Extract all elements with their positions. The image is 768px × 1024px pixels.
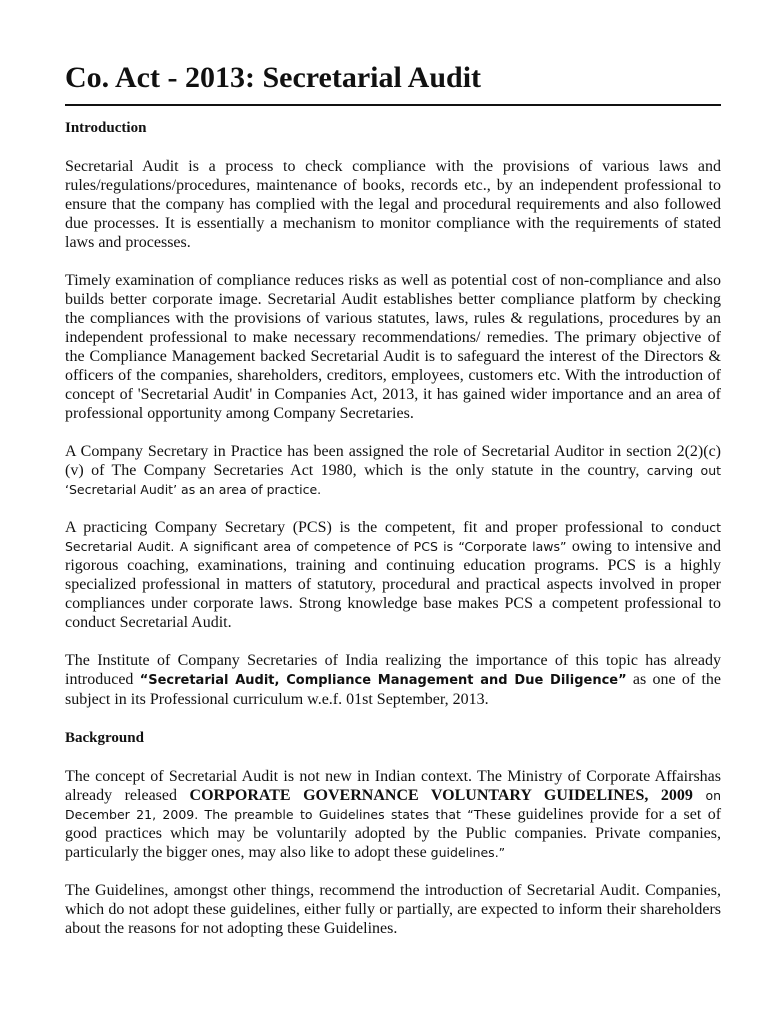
paragraph-6-sans: on December 21, 2009. The preamble to Guidelines states that “These — [65, 788, 722, 822]
paragraph-4-sans: conduct Secretarial Audit. A significant area of competence of PCS is “Corporate laws” — [65, 520, 722, 554]
paragraph-4-rest: owing to intensive and rigorous coaching, examinations, training and continuing education programs. PCS is a highly specialized professional in matters of statutory, procedural and practical aspects involved in proper compliances under corporate laws. Strong knowledge base makes PCS a competent professional to conduct Secretarial Audit. — [65, 538, 722, 631]
paragraph-6-guidelines-title: CORPORATE GOVERNANCE VOLUNTARY GUIDELINES, 2009 — [189, 787, 693, 804]
paragraph-4-text: A practicing Company Secretary (PCS) is the competent, fit and proper professional to — [65, 519, 664, 536]
paragraph-6 — [65, 767, 721, 862]
paragraph-6-end: guidelines.” — [430, 845, 506, 860]
paragraph-2: Timely examination of compliance reduces risks as well as potential cost of non-compliance and also builds better corporate image. Secretarial Audit establishes better compliance platform by checking the compliances with the provisions of various statutes, laws, rules & regulations, procedures by an independent professional to make necessary recommendations/ remedies. The primary objective of the Compliance Management backed Secretarial Audit is to safeguard the interest of the Directors & officers of the companies, shareholders, creditors, employees, customers etc. With the introduction of concept of 'Secretarial Audit' in Companies Act, 2013, it has gained wider importance and an area of professional opportunity among Company Secretaries. — [65, 272, 721, 422]
paragraph-3-tail: carving out ‘Secretarial Audit’ as an area of practice. — [65, 463, 722, 497]
paragraph-5-text: The Institute of Company Secretaries of India realizing the importance of this topic has already introduced — [65, 652, 721, 688]
paragraph-3 — [65, 442, 721, 499]
paragraph-5 — [65, 651, 721, 709]
paragraph-5-rest: as one of the subject in its Professional curriculum w.e.f. 01st September, 2013. — [65, 671, 722, 708]
document-title: Co. Act - 2013: Secretarial Audit — [65, 58, 721, 106]
paragraph-7: The Guidelines, amongst other things, recommend the introduction of Secretarial Audit. Companies, which do not adopt these guidelines, either fully or partially, are expected to inform their shareholders about the reasons for not adopting these Guidelines. — [65, 882, 721, 937]
paragraph-5-course-title: “Secretarial Audit, Compliance Management and Due Diligence” — [139, 673, 627, 688]
paragraph-4 — [65, 518, 721, 632]
paragraph-3-text: A Company Secretary in Practice has been assigned the role of Secretarial Auditor in section 2(2)(c)(v) of The Company Secretaries Act 1980, which is the only statute in the country, — [65, 443, 721, 479]
paragraph-6-text: The concept of Secretarial Audit is not new in Indian context. The Ministry of Corporate Affairshas already released — [65, 768, 721, 804]
paragraph-1: Secretarial Audit is a process to check compliance with the provisions of various laws and rules/regulations/procedures, maintenance of books, records etc., by an independent professional to ensure that the company has complied with the legal and procedural requirements and also followed due processes. It is essentially a mechanism to monitor compliance with the requirements of stated laws and processes. — [65, 158, 721, 251]
paragraph-6-rest: guidelines provide for a set of good practices which may be voluntarily adopted by the Public companies. Private companies, particularly the bigger ones, may also like to adopt these — [65, 806, 722, 861]
introduction-heading: Introduction — [65, 120, 147, 136]
background-heading: Background — [65, 730, 144, 746]
